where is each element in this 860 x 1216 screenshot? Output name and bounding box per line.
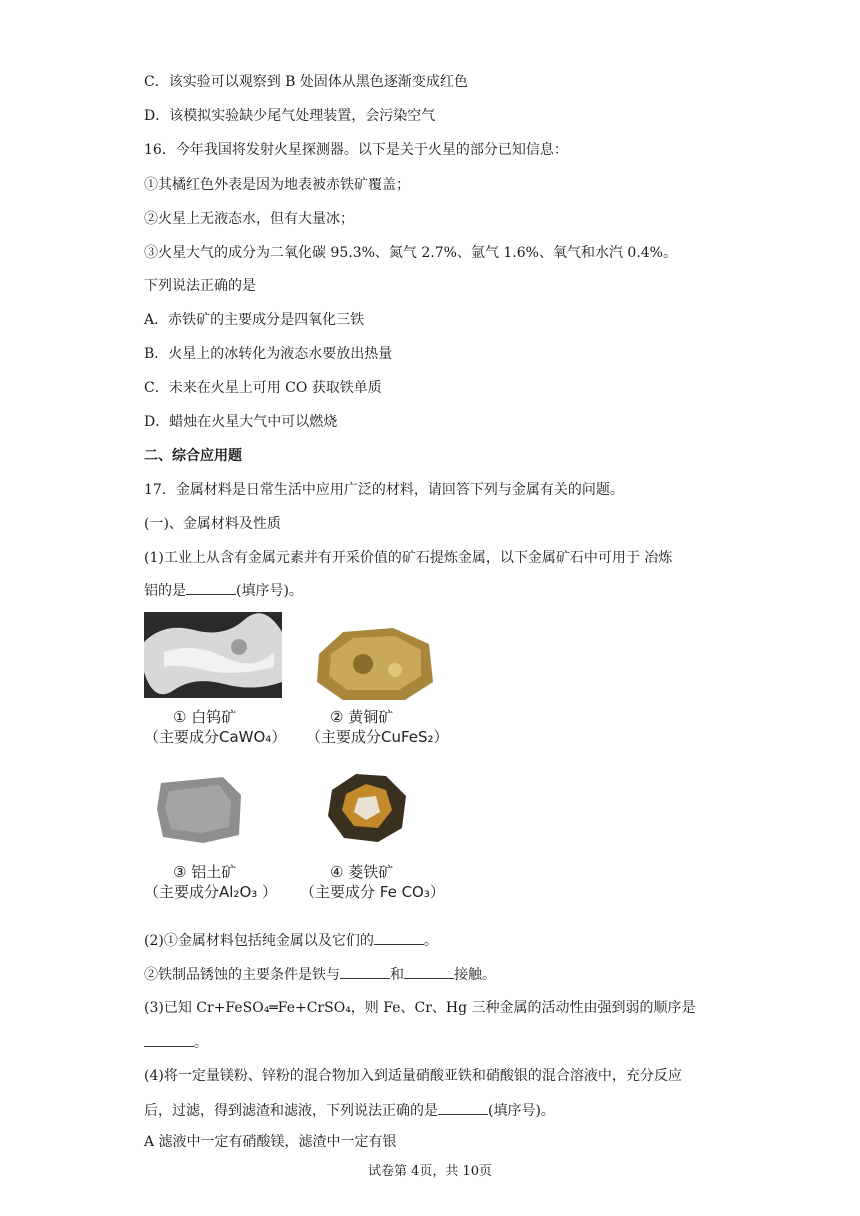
mineral-2-name: ② 黄铜矿 (330, 708, 394, 726)
text: (填序号)。 (488, 1103, 555, 1119)
mineral-4-formula: （主要成分 Fe CO₃） (300, 883, 445, 901)
option-c: C．未来在火星上可用 CO 获取铁单质 (144, 380, 382, 396)
bauxite-photo (153, 773, 245, 845)
question-16-prompt: 下列说法正确的是 (144, 278, 256, 294)
sub-question-3-answer (144, 1032, 208, 1053)
text: (2)①金属材料包括纯金属以及它们的 (144, 933, 374, 949)
question-17-stem: 17．金属材料是日常生活中应用广泛的材料，请回答下列与金属有关的问题。 (144, 482, 624, 498)
chalcopyrite-photo (313, 624, 437, 704)
sub-question-3: (3)已知 Cr+FeSO₄═Fe+CrSO₄，则 Fe、Cr、Hg 三种金属的活动性由强到弱的顺序是 (144, 1000, 696, 1016)
text: ②铁制品锈蚀的主要条件是铁与 (144, 967, 340, 983)
mineral-1-formula: （主要成分CaWO₄） (144, 728, 287, 746)
option-c-prev: C．该实验可以观察到 B 处固体从黑色逐渐变成红色 (144, 74, 468, 90)
answer-blank[interactable] (144, 1032, 194, 1047)
info-2: ②火星上无液态水，但有大量冰； (144, 211, 354, 227)
text: (填序号)。 (236, 583, 303, 599)
question-16-stem: 16．今年我国将发射火星探测器。以下是关于火星的部分已知信息： (144, 142, 568, 158)
info-3: ③火星大气的成分为二氧化碳 95.3%、氮气 2.7%、氩气 1.6%、氧气和水汽 0.4%。 (144, 245, 677, 261)
sub-question-4-cont (144, 1100, 555, 1121)
option-d-prev: D．该模拟实验缺少尾气处理装置，会污染空气 (144, 108, 436, 124)
mineral-2-formula: （主要成分CuFeS₂） (306, 728, 449, 746)
sub-question-1-cont (144, 580, 303, 601)
text: 接触。 (454, 967, 496, 983)
answer-blank[interactable] (340, 964, 390, 979)
part-1-heading: (一)、金属材料及性质 (144, 516, 281, 532)
sub-question-2-1 (144, 930, 438, 951)
siderite-photo (322, 770, 412, 846)
answer-blank[interactable] (404, 964, 454, 979)
sub-question-2-2 (144, 964, 496, 985)
mineral-3-name: ③ 铝土矿 (173, 863, 237, 881)
page-footer: 试卷第 4页，共 10页 (367, 1164, 493, 1179)
info-1: ①其橘红色外表是因为地表被赤铁矿覆盖； (144, 177, 410, 193)
choice-a: A 滤液中一定有硝酸镁，滤渣中一定有银 (144, 1134, 397, 1150)
option-b: B．火星上的冰转化为液态水要放出热量 (144, 346, 393, 362)
mineral-4-name: ④ 菱铁矿 (330, 863, 394, 881)
text: 。 (194, 1035, 208, 1051)
mineral-3-formula: （主要成分Al₂O₃ ） (144, 883, 278, 901)
mineral-1-name: ① 白钨矿 (173, 708, 237, 726)
answer-blank[interactable] (186, 580, 236, 595)
scheelite-photo (144, 612, 282, 698)
text: 后，过滤，得到滤渣和滤液，下列说法正确的是 (144, 1103, 438, 1119)
option-d: D．蜡烛在火星大气中可以燃烧 (144, 414, 338, 430)
text: 和 (390, 967, 404, 983)
answer-blank[interactable] (374, 930, 424, 945)
text: 。 (423, 933, 438, 949)
option-a: A．赤铁矿的主要成分是四氧化三铁 (144, 312, 365, 328)
section-heading: 二、综合应用题 (144, 448, 242, 464)
answer-blank[interactable] (438, 1100, 488, 1115)
sub-question-1: (1)工业上从含有金属元素并有开采价值的矿石提炼金属，以下金属矿石中可用于 冶炼 (144, 550, 673, 566)
text: 铝的是 (144, 583, 186, 599)
sub-question-4: (4)将一定量镁粉、锌粉的混合物加入到适量硝酸亚铁和硝酸银的混合溶液中，充分反应 (144, 1068, 682, 1084)
